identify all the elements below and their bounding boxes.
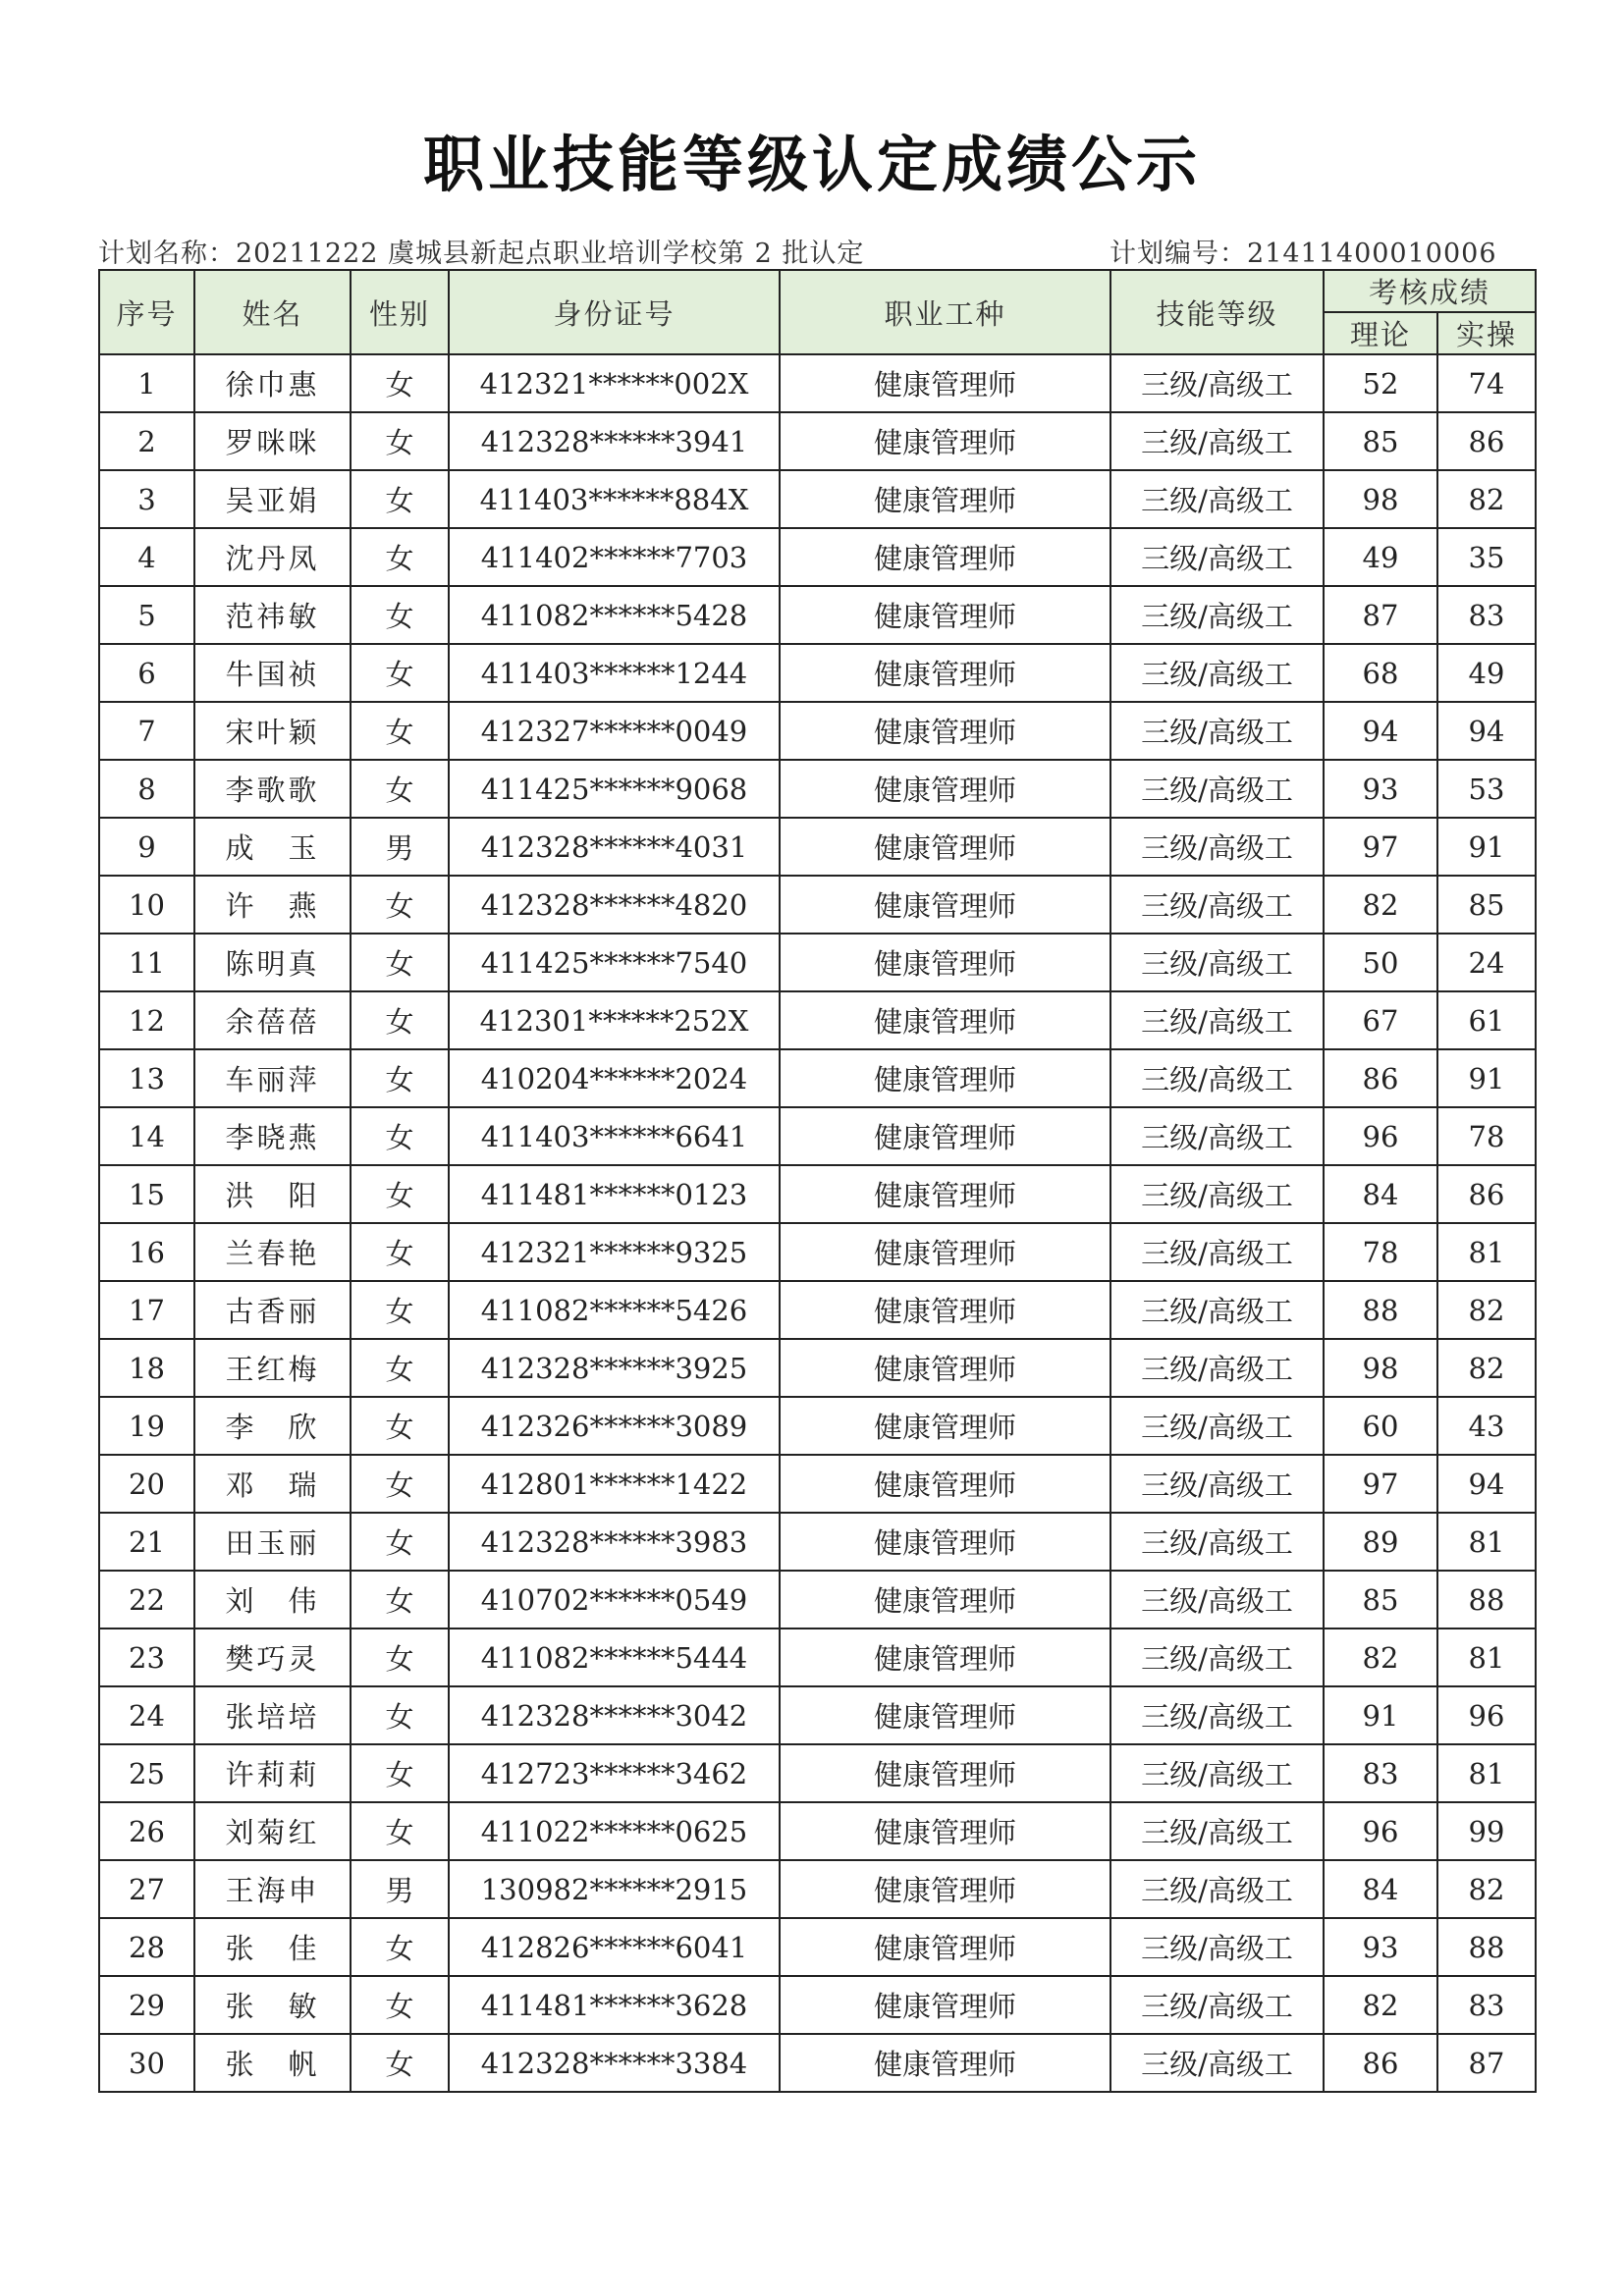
- cell-gender: 女: [351, 1918, 449, 1976]
- cell-occupation: 健康管理师: [780, 1049, 1110, 1107]
- cell-seq: 1: [99, 354, 194, 412]
- cell-skill-level: 三级/高级工: [1110, 991, 1324, 1049]
- cell-id-number: 412321******002X: [449, 354, 780, 412]
- table-row: [99, 1049, 1536, 1107]
- cell-skill-level: 三级/高级工: [1110, 1976, 1324, 2034]
- cell-skill-level: 三级/高级工: [1110, 1571, 1324, 1629]
- cell-gender: 女: [351, 470, 449, 528]
- cell-seq: 20: [99, 1455, 194, 1513]
- cell-id-number: 412328******3925: [449, 1339, 780, 1397]
- cell-occupation: 健康管理师: [780, 1802, 1110, 1860]
- cell-theory-score: 96: [1324, 1802, 1437, 1860]
- cell-skill-level: 三级/高级工: [1110, 1860, 1324, 1918]
- cell-practice-score: 82: [1437, 1281, 1536, 1339]
- table-row: [99, 1976, 1536, 2034]
- cell-gender: 女: [351, 1513, 449, 1571]
- cell-theory-score: 82: [1324, 876, 1437, 934]
- cell-id-number: 412326******3089: [449, 1397, 780, 1455]
- cell-theory-score: 84: [1324, 1860, 1437, 1918]
- cell-id-number: 411082******5444: [449, 1629, 780, 1686]
- cell-name: 张 帆: [194, 2034, 351, 2092]
- table-row: [99, 1513, 1536, 1571]
- cell-name: 吴亚娟: [194, 470, 351, 528]
- cell-id-number: 411403******884X: [449, 470, 780, 528]
- cell-theory-score: 86: [1324, 2034, 1437, 2092]
- cell-skill-level: 三级/高级工: [1110, 1107, 1324, 1165]
- cell-seq: 5: [99, 586, 194, 644]
- cell-gender: 女: [351, 1107, 449, 1165]
- table-row: [99, 1918, 1536, 1976]
- cell-occupation: 健康管理师: [780, 1397, 1110, 1455]
- cell-gender: 女: [351, 1223, 449, 1281]
- cell-occupation: 健康管理师: [780, 470, 1110, 528]
- cell-occupation: 健康管理师: [780, 1629, 1110, 1686]
- cell-skill-level: 三级/高级工: [1110, 412, 1324, 470]
- cell-seq: 29: [99, 1976, 194, 2034]
- cell-theory-score: 50: [1324, 934, 1437, 991]
- cell-gender: 女: [351, 991, 449, 1049]
- cell-theory-score: 98: [1324, 1339, 1437, 1397]
- cell-id-number: 412801******1422: [449, 1455, 780, 1513]
- cell-seq: 26: [99, 1802, 194, 1860]
- cell-theory-score: 86: [1324, 1049, 1437, 1107]
- cell-id-number: 411425******9068: [449, 760, 780, 818]
- cell-theory-score: 93: [1324, 760, 1437, 818]
- table-row: [99, 1629, 1536, 1686]
- table-row: [99, 1744, 1536, 1802]
- cell-name: 成 玉: [194, 818, 351, 876]
- cell-id-number: 411022******0625: [449, 1802, 780, 1860]
- cell-occupation: 健康管理师: [780, 354, 1110, 412]
- cell-gender: 女: [351, 702, 449, 760]
- table-row: [99, 1860, 1536, 1918]
- cell-name: 樊巧灵: [194, 1629, 351, 1686]
- cell-seq: 21: [99, 1513, 194, 1571]
- cell-id-number: 412321******9325: [449, 1223, 780, 1281]
- cell-occupation: 健康管理师: [780, 760, 1110, 818]
- cell-gender: 女: [351, 1339, 449, 1397]
- table-row: [99, 876, 1536, 934]
- cell-name: 宋叶颖: [194, 702, 351, 760]
- cell-id-number: 412328******3384: [449, 2034, 780, 2092]
- header-seq: 序号: [99, 270, 194, 354]
- cell-id-number: 411403******1244: [449, 644, 780, 702]
- cell-theory-score: 98: [1324, 470, 1437, 528]
- cell-theory-score: 91: [1324, 1686, 1437, 1744]
- cell-occupation: 健康管理师: [780, 876, 1110, 934]
- cell-gender: 女: [351, 1049, 449, 1107]
- table-row: [99, 702, 1536, 760]
- cell-occupation: 健康管理师: [780, 1976, 1110, 2034]
- cell-practice-score: 91: [1437, 1049, 1536, 1107]
- table-row: [99, 2034, 1536, 2092]
- cell-gender: 女: [351, 1397, 449, 1455]
- cell-skill-level: 三级/高级工: [1110, 1281, 1324, 1339]
- cell-seq: 18: [99, 1339, 194, 1397]
- cell-practice-score: 43: [1437, 1397, 1536, 1455]
- cell-skill-level: 三级/高级工: [1110, 934, 1324, 991]
- cell-name: 李歌歌: [194, 760, 351, 818]
- table-row: [99, 1165, 1536, 1223]
- cell-id-number: 411082******5426: [449, 1281, 780, 1339]
- cell-id-number: 412301******252X: [449, 991, 780, 1049]
- cell-seq: 2: [99, 412, 194, 470]
- table-row: [99, 991, 1536, 1049]
- cell-skill-level: 三级/高级工: [1110, 1629, 1324, 1686]
- cell-name: 兰春艳: [194, 1223, 351, 1281]
- cell-name: 牛国祯: [194, 644, 351, 702]
- cell-gender: 女: [351, 412, 449, 470]
- cell-occupation: 健康管理师: [780, 934, 1110, 991]
- cell-occupation: 健康管理师: [780, 412, 1110, 470]
- table-row: [99, 1686, 1536, 1744]
- cell-gender: 女: [351, 1455, 449, 1513]
- cell-gender: 女: [351, 1571, 449, 1629]
- cell-occupation: 健康管理师: [780, 1339, 1110, 1397]
- cell-theory-score: 82: [1324, 1976, 1437, 2034]
- cell-theory-score: 93: [1324, 1918, 1437, 1976]
- cell-name: 罗咪咪: [194, 412, 351, 470]
- cell-seq: 24: [99, 1686, 194, 1744]
- cell-occupation: 健康管理师: [780, 818, 1110, 876]
- cell-practice-score: 91: [1437, 818, 1536, 876]
- cell-name: 徐巾惠: [194, 354, 351, 412]
- cell-practice-score: 24: [1437, 934, 1536, 991]
- cell-skill-level: 三级/高级工: [1110, 1049, 1324, 1107]
- cell-practice-score: 99: [1437, 1802, 1536, 1860]
- cell-skill-level: 三级/高级工: [1110, 1802, 1324, 1860]
- table-row: [99, 354, 1536, 412]
- cell-practice-score: 82: [1437, 1339, 1536, 1397]
- cell-gender: 男: [351, 1860, 449, 1918]
- cell-seq: 4: [99, 528, 194, 586]
- cell-skill-level: 三级/高级工: [1110, 586, 1324, 644]
- header-name: 姓名: [194, 270, 351, 354]
- cell-occupation: 健康管理师: [780, 586, 1110, 644]
- cell-practice-score: 35: [1437, 528, 1536, 586]
- cell-id-number: 412328******3983: [449, 1513, 780, 1571]
- cell-skill-level: 三级/高级工: [1110, 1455, 1324, 1513]
- cell-seq: 11: [99, 934, 194, 991]
- cell-practice-score: 94: [1437, 1455, 1536, 1513]
- cell-gender: 女: [351, 354, 449, 412]
- cell-gender: 女: [351, 934, 449, 991]
- cell-name: 王红梅: [194, 1339, 351, 1397]
- cell-occupation: 健康管理师: [780, 991, 1110, 1049]
- table-body: [99, 354, 1536, 2092]
- cell-seq: 10: [99, 876, 194, 934]
- cell-skill-level: 三级/高级工: [1110, 818, 1324, 876]
- cell-theory-score: 78: [1324, 1223, 1437, 1281]
- cell-name: 许 燕: [194, 876, 351, 934]
- table-row: [99, 412, 1536, 470]
- score-table: [98, 269, 1537, 2093]
- cell-skill-level: 三级/高级工: [1110, 1513, 1324, 1571]
- cell-seq: 9: [99, 818, 194, 876]
- cell-theory-score: 67: [1324, 991, 1437, 1049]
- header-gender: 性别: [351, 270, 449, 354]
- cell-occupation: 健康管理师: [780, 1165, 1110, 1223]
- cell-skill-level: 三级/高级工: [1110, 470, 1324, 528]
- header-level: 技能等级: [1110, 270, 1324, 354]
- cell-theory-score: 96: [1324, 1107, 1437, 1165]
- cell-occupation: 健康管理师: [780, 1860, 1110, 1918]
- table-row: [99, 1802, 1536, 1860]
- cell-seq: 6: [99, 644, 194, 702]
- page-title: 职业技能等级认定成绩公示: [422, 129, 1201, 200]
- cell-practice-score: 82: [1437, 1860, 1536, 1918]
- table-row: [99, 818, 1536, 876]
- cell-gender: 女: [351, 1976, 449, 2034]
- cell-name: 邓 瑞: [194, 1455, 351, 1513]
- cell-id-number: 410702******0549: [449, 1571, 780, 1629]
- cell-name: 古香丽: [194, 1281, 351, 1339]
- cell-occupation: 健康管理师: [780, 1918, 1110, 1976]
- table-row: [99, 1223, 1536, 1281]
- cell-id-number: 411425******7540: [449, 934, 780, 991]
- cell-theory-score: 97: [1324, 1455, 1437, 1513]
- cell-seq: 14: [99, 1107, 194, 1165]
- cell-name: 张 佳: [194, 1918, 351, 1976]
- cell-id-number: 411403******6641: [449, 1107, 780, 1165]
- cell-practice-score: 88: [1437, 1918, 1536, 1976]
- cell-theory-score: 89: [1324, 1513, 1437, 1571]
- cell-practice-score: 82: [1437, 470, 1536, 528]
- cell-seq: 30: [99, 2034, 194, 2092]
- cell-skill-level: 三级/高级工: [1110, 1744, 1324, 1802]
- cell-skill-level: 三级/高级工: [1110, 2034, 1324, 2092]
- cell-seq: 23: [99, 1629, 194, 1686]
- cell-id-number: 412723******3462: [449, 1744, 780, 1802]
- cell-practice-score: 86: [1437, 1165, 1536, 1223]
- table-row: [99, 586, 1536, 644]
- table-row: [99, 1397, 1536, 1455]
- cell-skill-level: 三级/高级工: [1110, 876, 1324, 934]
- header-id: 身份证号: [449, 270, 780, 354]
- cell-occupation: 健康管理师: [780, 702, 1110, 760]
- cell-seq: 28: [99, 1918, 194, 1976]
- cell-theory-score: 94: [1324, 702, 1437, 760]
- cell-practice-score: 86: [1437, 412, 1536, 470]
- cell-skill-level: 三级/高级工: [1110, 1686, 1324, 1744]
- cell-id-number: 411402******7703: [449, 528, 780, 586]
- cell-practice-score: 87: [1437, 2034, 1536, 2092]
- cell-seq: 17: [99, 1281, 194, 1339]
- cell-theory-score: 60: [1324, 1397, 1437, 1455]
- cell-skill-level: 三级/高级工: [1110, 1397, 1324, 1455]
- cell-id-number: 130982******2915: [449, 1860, 780, 1918]
- cell-gender: 女: [351, 1686, 449, 1744]
- cell-theory-score: 88: [1324, 1281, 1437, 1339]
- cell-skill-level: 三级/高级工: [1110, 1918, 1324, 1976]
- cell-occupation: 健康管理师: [780, 1744, 1110, 1802]
- cell-id-number: 412328******3042: [449, 1686, 780, 1744]
- cell-id-number: 411481******3628: [449, 1976, 780, 2034]
- cell-seq: 27: [99, 1860, 194, 1918]
- cell-name: 李晓燕: [194, 1107, 351, 1165]
- cell-theory-score: 85: [1324, 1571, 1437, 1629]
- table-row: [99, 1455, 1536, 1513]
- table-row: [99, 760, 1536, 818]
- cell-skill-level: 三级/高级工: [1110, 644, 1324, 702]
- cell-gender: 女: [351, 1802, 449, 1860]
- cell-practice-score: 81: [1437, 1744, 1536, 1802]
- cell-name: 张培培: [194, 1686, 351, 1744]
- header-score-group: 考核成绩: [1324, 270, 1536, 312]
- table-row: [99, 1281, 1536, 1339]
- cell-seq: 25: [99, 1744, 194, 1802]
- cell-name: 许莉莉: [194, 1744, 351, 1802]
- cell-name: 张 敏: [194, 1976, 351, 2034]
- cell-name: 王海申: [194, 1860, 351, 1918]
- cell-seq: 12: [99, 991, 194, 1049]
- cell-skill-level: 三级/高级工: [1110, 1165, 1324, 1223]
- cell-gender: 女: [351, 2034, 449, 2092]
- cell-id-number: 412826******6041: [449, 1918, 780, 1976]
- header-practice: 实操: [1437, 312, 1536, 354]
- cell-theory-score: 49: [1324, 528, 1437, 586]
- cell-skill-level: 三级/高级工: [1110, 354, 1324, 412]
- cell-occupation: 健康管理师: [780, 1107, 1110, 1165]
- header-theory: 理论: [1324, 312, 1437, 354]
- cell-name: 车丽萍: [194, 1049, 351, 1107]
- cell-practice-score: 94: [1437, 702, 1536, 760]
- cell-theory-score: 85: [1324, 412, 1437, 470]
- cell-occupation: 健康管理师: [780, 2034, 1110, 2092]
- cell-practice-score: 61: [1437, 991, 1536, 1049]
- cell-skill-level: 三级/高级工: [1110, 1223, 1324, 1281]
- cell-practice-score: 85: [1437, 876, 1536, 934]
- cell-name: 范祎敏: [194, 586, 351, 644]
- cell-gender: 女: [351, 528, 449, 586]
- cell-id-number: 412328******4820: [449, 876, 780, 934]
- cell-theory-score: 82: [1324, 1629, 1437, 1686]
- cell-practice-score: 49: [1437, 644, 1536, 702]
- cell-name: 洪 阳: [194, 1165, 351, 1223]
- table-row: [99, 934, 1536, 991]
- cell-id-number: 410204******2024: [449, 1049, 780, 1107]
- cell-name: 田玉丽: [194, 1513, 351, 1571]
- cell-practice-score: 53: [1437, 760, 1536, 818]
- table-row: [99, 644, 1536, 702]
- cell-id-number: 412327******0049: [449, 702, 780, 760]
- cell-occupation: 健康管理师: [780, 644, 1110, 702]
- cell-seq: 13: [99, 1049, 194, 1107]
- cell-practice-score: 96: [1437, 1686, 1536, 1744]
- cell-practice-score: 81: [1437, 1223, 1536, 1281]
- cell-gender: 女: [351, 644, 449, 702]
- cell-name: 余蓓蓓: [194, 991, 351, 1049]
- table-row: [99, 1339, 1536, 1397]
- cell-practice-score: 81: [1437, 1629, 1536, 1686]
- cell-name: 刘 伟: [194, 1571, 351, 1629]
- cell-theory-score: 83: [1324, 1744, 1437, 1802]
- cell-skill-level: 三级/高级工: [1110, 760, 1324, 818]
- table-header: [99, 270, 1536, 354]
- cell-id-number: 411082******5428: [449, 586, 780, 644]
- cell-name: 李 欣: [194, 1397, 351, 1455]
- cell-skill-level: 三级/高级工: [1110, 1339, 1324, 1397]
- cell-gender: 女: [351, 1281, 449, 1339]
- cell-gender: 女: [351, 876, 449, 934]
- cell-practice-score: 81: [1437, 1513, 1536, 1571]
- cell-id-number: 412328******3941: [449, 412, 780, 470]
- cell-theory-score: 52: [1324, 354, 1437, 412]
- cell-name: 刘菊红: [194, 1802, 351, 1860]
- table-row: [99, 470, 1536, 528]
- cell-practice-score: 83: [1437, 586, 1536, 644]
- cell-occupation: 健康管理师: [780, 1455, 1110, 1513]
- cell-seq: 7: [99, 702, 194, 760]
- cell-practice-score: 83: [1437, 1976, 1536, 2034]
- cell-seq: 19: [99, 1397, 194, 1455]
- cell-theory-score: 97: [1324, 818, 1437, 876]
- cell-seq: 15: [99, 1165, 194, 1223]
- plan-code: 计划编号：21411400010006: [1110, 239, 1497, 269]
- cell-name: 陈明真: [194, 934, 351, 991]
- cell-seq: 3: [99, 470, 194, 528]
- cell-theory-score: 68: [1324, 644, 1437, 702]
- cell-occupation: 健康管理师: [780, 1686, 1110, 1744]
- cell-practice-score: 88: [1437, 1571, 1536, 1629]
- cell-skill-level: 三级/高级工: [1110, 528, 1324, 586]
- cell-gender: 女: [351, 1629, 449, 1686]
- cell-occupation: 健康管理师: [780, 528, 1110, 586]
- cell-occupation: 健康管理师: [780, 1281, 1110, 1339]
- header-occupation: 职业工种: [780, 270, 1110, 354]
- cell-theory-score: 87: [1324, 586, 1437, 644]
- table-row: [99, 1107, 1536, 1165]
- cell-gender: 女: [351, 1744, 449, 1802]
- cell-seq: 16: [99, 1223, 194, 1281]
- cell-id-number: 412328******4031: [449, 818, 780, 876]
- cell-theory-score: 84: [1324, 1165, 1437, 1223]
- cell-id-number: 411481******0123: [449, 1165, 780, 1223]
- cell-gender: 女: [351, 760, 449, 818]
- cell-occupation: 健康管理师: [780, 1571, 1110, 1629]
- cell-occupation: 健康管理师: [780, 1223, 1110, 1281]
- plan-name: 计划名称：20211222 虞城县新起点职业培训学校第 2 批认定: [98, 239, 865, 269]
- cell-gender: 女: [351, 586, 449, 644]
- table-row: [99, 528, 1536, 586]
- cell-gender: 女: [351, 1165, 449, 1223]
- cell-seq: 8: [99, 760, 194, 818]
- cell-skill-level: 三级/高级工: [1110, 702, 1324, 760]
- cell-occupation: 健康管理师: [780, 1513, 1110, 1571]
- cell-seq: 22: [99, 1571, 194, 1629]
- cell-gender: 男: [351, 818, 449, 876]
- cell-practice-score: 78: [1437, 1107, 1536, 1165]
- cell-practice-score: 74: [1437, 354, 1536, 412]
- table-row: [99, 1571, 1536, 1629]
- cell-name: 沈丹凤: [194, 528, 351, 586]
